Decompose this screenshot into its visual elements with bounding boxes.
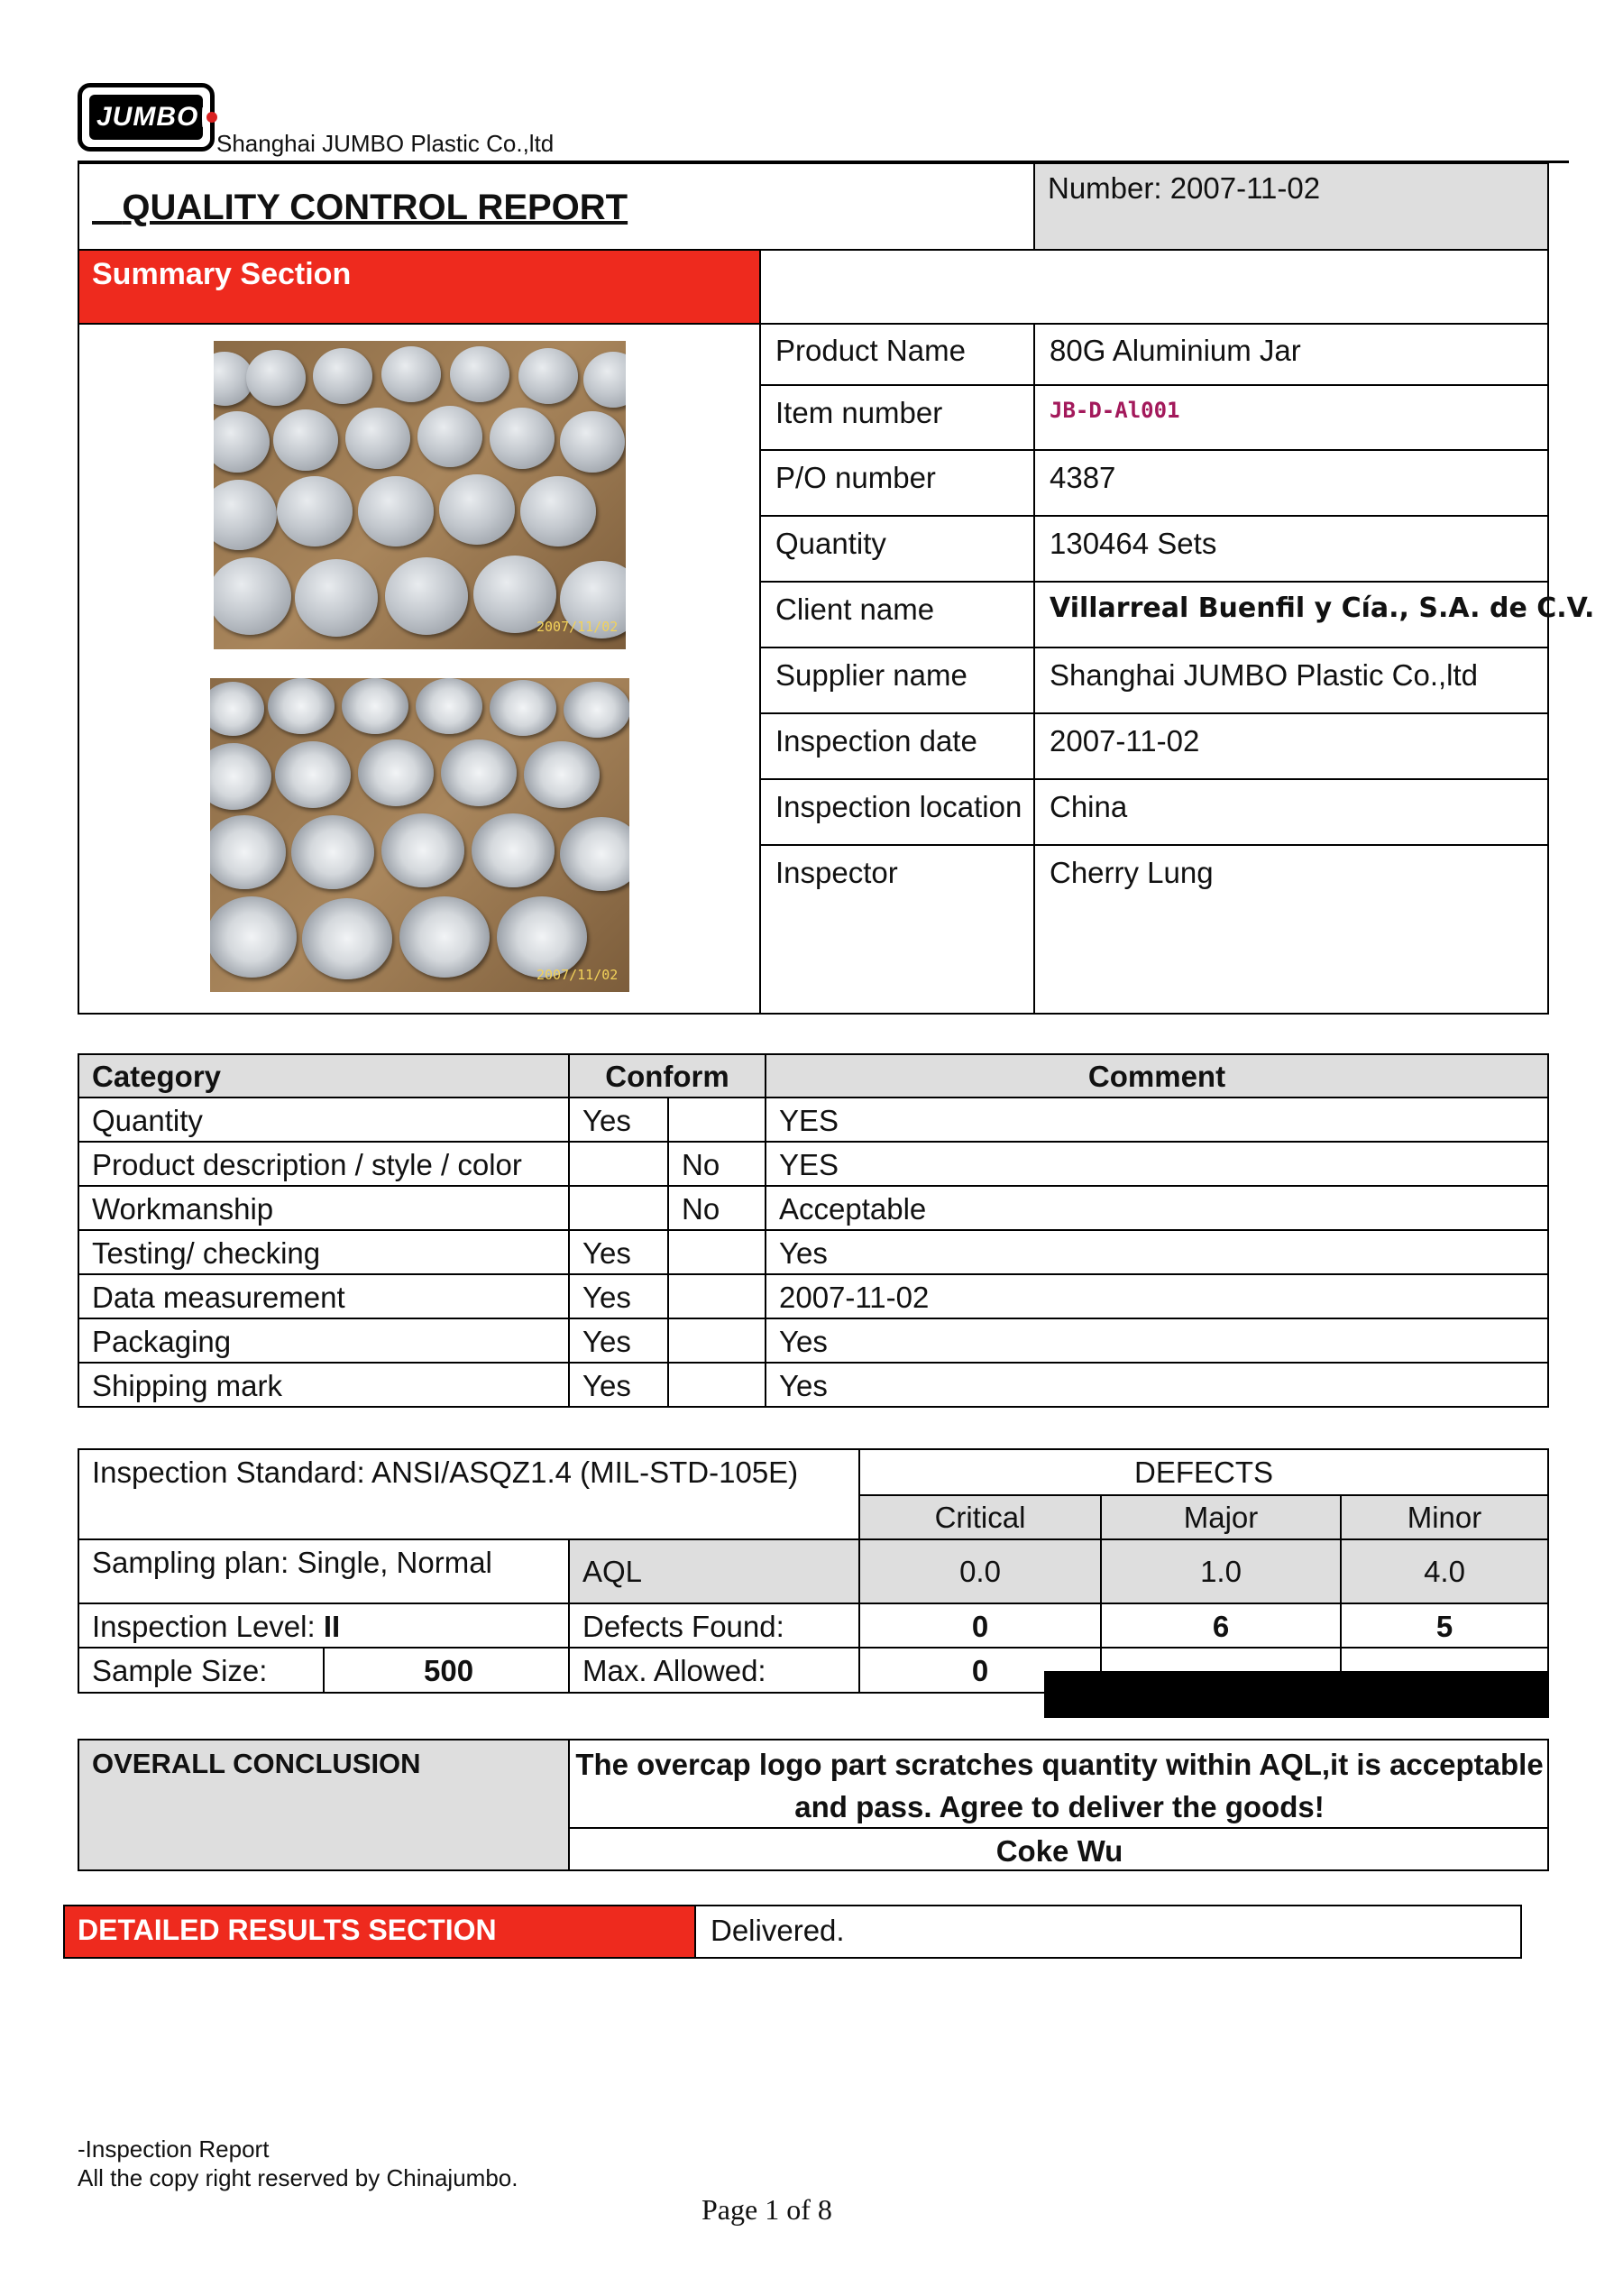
conclusion-text-line1: The overcap logo part scratches quantity within AQL,it is acceptable (575, 1748, 1544, 1781)
quantity-value: 130464 Sets (1050, 527, 1217, 560)
product-name-value: 80G Aluminium Jar (1050, 334, 1301, 367)
client-name-value: Villarreal Buenfil y Cía., S.A. de C.V. (1050, 592, 1595, 624)
aql-label: AQL (582, 1555, 643, 1588)
category-row-name: Testing/ checking (92, 1236, 321, 1270)
category-row-name: Quantity (92, 1104, 203, 1137)
defects-title: DEFECTS (1133, 1456, 1273, 1489)
inspection-date-value: 2007-11-02 (1050, 724, 1200, 758)
category-row-name: Packaging (92, 1325, 232, 1358)
product-photo-jars (210, 678, 629, 992)
page-number: Page 1 of 8 (701, 2193, 832, 2226)
item-number-label: Item number (775, 396, 943, 429)
conclusion-signer: Coke Wu (995, 1834, 1123, 1868)
critical-header: Critical (934, 1501, 1026, 1534)
category-row-comment: 2007-11-02 (779, 1281, 930, 1314)
category-row-yes: Yes (582, 1281, 631, 1314)
report-number: Number: 2007-11-02 (1048, 171, 1321, 205)
defects-found-major: 6 (1212, 1610, 1230, 1643)
conclusion-text-line2: and pass. Agree to deliver the goods! (794, 1790, 1325, 1823)
client-name-label: Client name (775, 592, 935, 626)
po-number-label: P/O number (775, 461, 936, 494)
conform-header: Conform (605, 1060, 729, 1093)
max-allowed-label: Max. Allowed: (582, 1654, 766, 1687)
category-row-no: No (682, 1192, 720, 1226)
company-logo (78, 83, 215, 152)
company-name: Shanghai JUMBO Plastic Co.,ltd (216, 130, 555, 157)
category-row-comment: YES (779, 1104, 839, 1137)
detailed-results-label: DETAILED RESULTS SECTION (78, 1914, 497, 1946)
footer-line1: -Inspection Report (78, 2135, 270, 2163)
inspection-standard: Inspection Standard: ANSI/ASQZ1.4 (MIL-STD-105E) (92, 1456, 799, 1489)
summary-section-label: Summary Section (92, 257, 352, 291)
category-row-comment: Yes (779, 1369, 828, 1402)
supplier-name-value: Shanghai JUMBO Plastic Co.,ltd (1050, 658, 1479, 692)
product-photo-lids (214, 341, 626, 649)
inspector-value: Cherry Lung (1050, 856, 1214, 889)
category-row-comment: Yes (779, 1236, 828, 1270)
photo-date-stamp: 2007/11/02 (536, 967, 619, 983)
category-row-yes: Yes (582, 1369, 631, 1402)
sampling-plan: Sampling plan: Single, Normal (92, 1546, 492, 1579)
defects-found-minor: 5 (1435, 1610, 1453, 1643)
logo-text: JUMBO (96, 102, 199, 132)
logo-dot-icon (202, 107, 203, 127)
comment-header: Comment (1087, 1060, 1226, 1093)
category-row-no: No (682, 1148, 720, 1181)
detailed-results-value: Delivered. (711, 1914, 845, 1947)
po-number-value: 4387 (1050, 461, 1116, 494)
conclusion-label: OVERALL CONCLUSION (92, 1748, 421, 1779)
inspection-location-label: Inspection location (775, 790, 1022, 823)
category-row-comment: Yes (779, 1325, 828, 1358)
category-header: Category (92, 1060, 222, 1093)
footer-line2: All the copy right reserved by Chinajumbo. (78, 2164, 518, 2191)
aql-critical: 0.0 (959, 1555, 1001, 1588)
defects-found-critical: 0 (971, 1610, 989, 1643)
report-title: QUALITY CONTROL REPORT (122, 188, 628, 227)
aql-major: 1.0 (1200, 1555, 1242, 1588)
minor-header: Minor (1407, 1501, 1482, 1534)
photo-date-stamp: 2007/11/02 (536, 619, 619, 635)
category-row-yes: Yes (582, 1325, 631, 1358)
major-header: Major (1183, 1501, 1259, 1534)
item-number-value: JB-D-Al001 (1050, 398, 1180, 423)
category-row-comment: YES (779, 1148, 839, 1181)
quantity-label: Quantity (775, 527, 886, 560)
sample-size-label: Sample Size: (92, 1654, 268, 1687)
supplier-name-label: Supplier name (775, 658, 967, 692)
redaction-bar (1044, 1671, 1549, 1718)
category-row-yes: Yes (582, 1104, 631, 1137)
max-allowed-critical: 0 (971, 1654, 989, 1687)
inspection-location-value: China (1050, 790, 1128, 823)
category-row-comment: Acceptable (779, 1192, 927, 1226)
product-name-label: Product Name (775, 334, 966, 367)
defects-found-label: Defects Found: (582, 1610, 784, 1643)
category-row-name: Workmanship (92, 1192, 274, 1226)
inspection-level: Inspection Level: II (92, 1610, 341, 1643)
category-row-yes: Yes (582, 1236, 631, 1270)
category-row-name: Shipping mark (92, 1369, 282, 1402)
inspection-date-label: Inspection date (775, 724, 977, 758)
sample-size-value: 500 (424, 1654, 474, 1687)
category-row-name: Product description / style / color (92, 1148, 522, 1181)
aql-minor: 4.0 (1424, 1555, 1465, 1588)
inspector-label: Inspector (775, 856, 898, 889)
category-row-name: Data measurement (92, 1281, 345, 1314)
